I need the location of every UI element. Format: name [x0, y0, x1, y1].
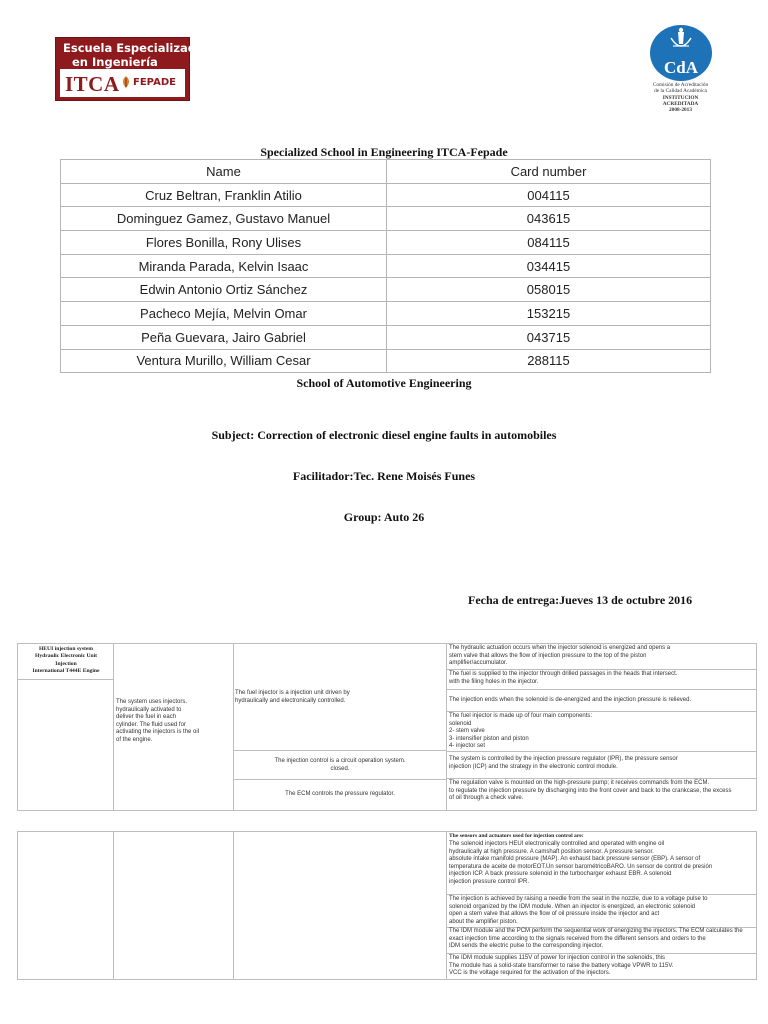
table-row [61, 325, 711, 349]
cda-line-2: de la Calidad Académica [654, 88, 707, 95]
leaf-icon [120, 75, 132, 89]
heui-table [17, 643, 757, 811]
detail-cell: The regulation valve is mounted on the high-pressure pump; it receives commands from the ECM. to regulate the injection pressure by discharging into the front cover and back to the crankcase, the excess of oil through a check valve. [449, 780, 732, 802]
sensors-heading: The sensors and actuators used for injection control are: [449, 833, 584, 839]
student-name: Peña Guevara, Jairo Gabriel [61, 325, 387, 349]
cda-mark: CdA [663, 58, 699, 77]
table-row [61, 349, 711, 373]
student-name: Edwin Antonio Ortiz Sánchez [61, 278, 387, 302]
facilitator-line: Facilitador:Tec. Rene Moisés Funes [292, 469, 476, 483]
student-name: Ventura Murillo, William Cesar [61, 349, 387, 373]
cda-line-3: INSTITUCION [662, 94, 699, 101]
logo-fepade-text: FEPADE [133, 77, 176, 88]
card-number: 153215 [387, 302, 711, 326]
ecm-control-cell: The ECM controls the pressure regulator. [285, 791, 395, 797]
table-row [61, 278, 711, 302]
table-row [61, 302, 711, 326]
logo-line-1: Escuela Especializada [63, 41, 204, 55]
card-number: 084115 [387, 231, 711, 255]
row-divider [446, 689, 757, 690]
injector-description-cell: The fuel injector is a injection unit driven by hydraulically and electronically controlled. [235, 690, 350, 704]
detail-cell: The solenoid injectors HEUI electronically controlled and operated with engine oil hydraulically at high pressure. A camshaft position sensor. A pressure sensor. absolute intake manifold pressure (MAP). An exhaust back pressure sensor (EBP). A sensor of temperatura de aceite de motorEOT.Un sensor barométricoBARO. Un sensor de control de presión injection ICP. A back pressure solenoid in the turbocharger exhaust EBR. A solenoid injection pressure control IPR. [449, 841, 713, 885]
row-divider [446, 953, 757, 954]
cda-emblem-icon [649, 24, 713, 82]
card-number: 034415 [387, 254, 711, 278]
header-card-number: Card number [387, 160, 711, 184]
system-description-cell: The system uses injectors. hydraulically activated to deliver the fuel in each cylinder. The fluid used for activating the injectors is the oil of the engine. [116, 699, 200, 743]
detail-cell: The injection ends when the solenoid is de-energized and the injection pressure is relieved. [449, 697, 692, 703]
detail-cell: The fuel injector is made up of four main components: solenoid 2- stem valve 3- intensifier piston and piston 4- injector set [449, 713, 593, 750]
cda-line-4: ACREDITADA [662, 100, 699, 107]
itca-logo [55, 37, 204, 101]
row-divider [18, 679, 113, 680]
logo-strip [60, 69, 185, 97]
column-divider [446, 832, 447, 979]
system-name-cell: HEUI injection system Hydraulic Electronic Unit Injection International T444E Engine [32, 646, 100, 675]
card-number: 288115 [387, 349, 711, 373]
card-number: 004115 [387, 183, 711, 207]
cda-line-5: 2008-2013 [669, 107, 692, 114]
card-number: 043715 [387, 325, 711, 349]
table-header-row [61, 160, 711, 184]
school-name: School of Automotive Engineering [296, 376, 472, 390]
row-divider [446, 778, 757, 779]
row-divider [446, 669, 757, 670]
detail-cell: The hydraulic actuation occurs when the injector solenoid is energized and opens a stem valve that allows the flow of injection pressure to the top of the piston amplifier/accumulator. [449, 645, 671, 667]
sensors-table [17, 831, 757, 980]
logo-line-2: en Ingeniería [72, 55, 158, 69]
table-row [61, 207, 711, 231]
cda-caption [633, 82, 728, 113]
table-row [61, 254, 711, 278]
detail-cell: The IDM module and the PCM perform the sequential work of energizing the injectors. The ECM calculates the exact injection time according to the signals received from the different sensors and orders to the IDM sends the electric pulse to the corresponding injector. [449, 928, 743, 950]
students-table [60, 159, 711, 373]
card-number: 043615 [387, 207, 711, 231]
delivery-date: Fecha de entrega:Jueves 13 de octubre 2016 [468, 593, 693, 607]
column-divider [233, 644, 234, 810]
group-line: Group: Auto 26 [343, 510, 425, 524]
student-name: Pacheco Mejía, Melvin Omar [61, 302, 387, 326]
column-divider [233, 832, 234, 979]
student-name: Dominguez Gamez, Gustavo Manuel [61, 207, 387, 231]
header-name: Name [61, 160, 387, 184]
detail-cell: The IDM module supplies 115V of power for injection control in the solenoids, this The module has a solid-state transformer to raise the battery voltage VPWR to 115V. VCC is the voltage required for the activation of the injectors. [449, 955, 674, 977]
row-divider [446, 751, 757, 752]
student-name: Miranda Parada, Kelvin Isaac [61, 254, 387, 278]
detail-cell: The fuel is supplied to the injector through drilled passages in the heads that intersect. with the filing holes in the injector. [449, 671, 678, 685]
row-divider [446, 894, 757, 895]
cda-line-1: Comisión de Acreditación [652, 82, 709, 88]
student-name: Flores Bonilla, Rony Ulises [61, 231, 387, 255]
detail-cell: The system is controlled by the injection pressure regulator (IPR), the pressure sensor injection (ICP) and the strategy in the electronic control module. [449, 756, 678, 770]
row-divider [233, 750, 446, 751]
document-title: Specialized School in Engineering ITCA-Fepade [260, 145, 508, 159]
card-number: 058015 [387, 278, 711, 302]
logo-itca-text: ITCA [65, 72, 120, 96]
row-divider [233, 779, 446, 780]
table-row [61, 183, 711, 207]
detail-cell: The injection is achieved by raising a needle from the seat in the nozzle, due to a voltage pulse to solenoid organized by the IDM module. When an injector is energized, an electronic solenoid open a stem valve that allows the flow of oil pressure inside the injector and act about the amplifier piston. [449, 896, 708, 925]
student-name: Cruz Beltran, Franklin Atilio [61, 183, 387, 207]
column-divider [113, 644, 114, 810]
injection-control-cell: The injection control is a circuit operation system. closed. [274, 758, 406, 772]
cda-logo [633, 24, 728, 116]
subject-line: Subject: Correction of electronic diesel engine faults in automobiles [211, 428, 557, 442]
table-row [61, 231, 711, 255]
row-divider [446, 711, 757, 712]
column-divider [113, 832, 114, 979]
